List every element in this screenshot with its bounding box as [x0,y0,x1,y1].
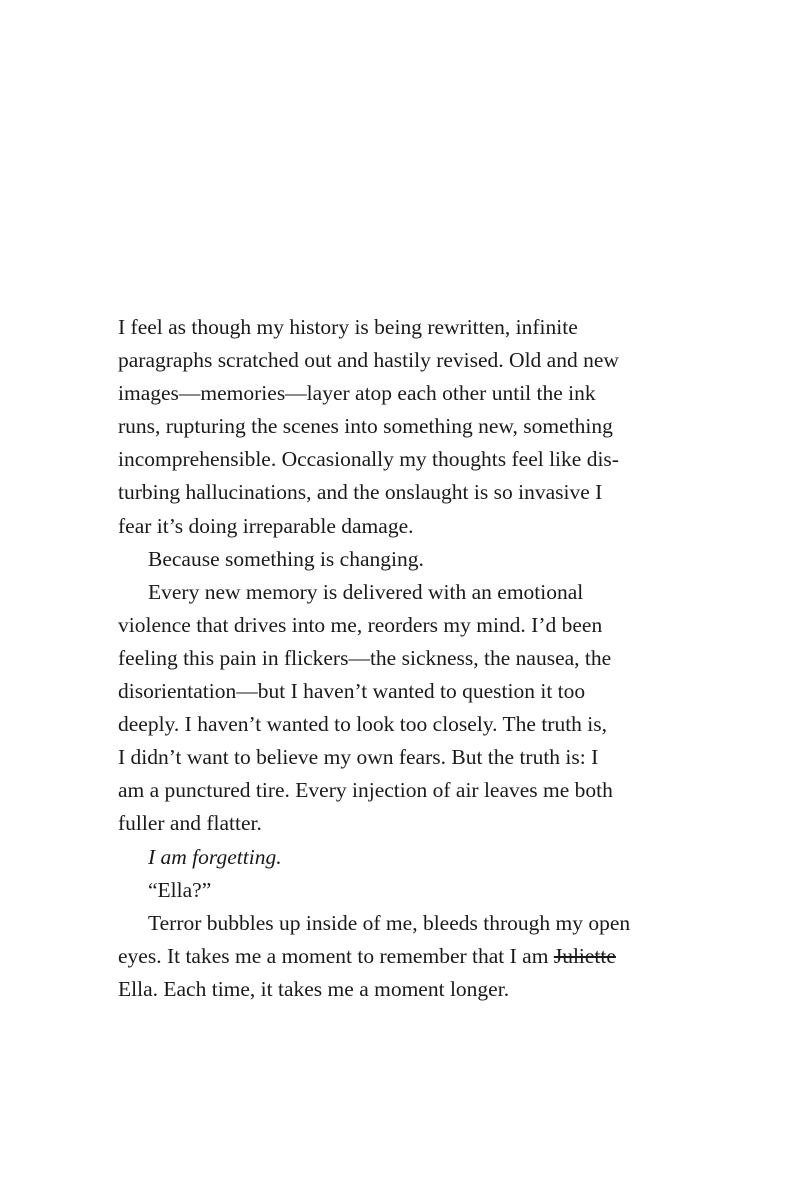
line: “Ella?” [148,877,212,902]
line: Because something is changing. [148,546,424,571]
line: I didn’t want to believe my own fears. But the truth is: I [118,745,599,770]
line: images—memories—layer atop each other until the ink [118,381,596,406]
line: deeply. I haven’t wanted to look too closely. The truth is, [118,712,608,737]
line: violence that drives into me, reorders my mind. I’d been [118,612,603,637]
line: Terror bubbles up inside of me, bleeds through my open [148,910,631,935]
line: I am forgetting. [148,844,282,869]
line: am a punctured tire. Every injection of air leaves me both [118,778,613,803]
body-text [118,311,666,1006]
line: turbing hallucinations, and the onslaught is so invasive I [118,480,603,505]
line: fuller and flatter. [118,811,262,836]
line: Every new memory is delivered with an emotional [148,579,584,604]
line: eyes. It takes me a moment to remember that I am [118,943,554,968]
paragraph-3 [118,576,666,841]
line: I feel as though my history is being rewritten, infinite [118,315,578,339]
line: feeling this pain in flickers—the sickness, the nausea, the [118,645,612,670]
paragraph-1 [118,311,666,543]
line: runs, rupturing the scenes into something new, something [118,414,613,439]
paragraph-6 [118,907,666,1006]
line: Ella. Each time, it takes me a moment longer. [118,976,510,1001]
line: paragraphs scratched out and hastily revised. Old and new [118,348,619,373]
line: incomprehensible. Occasionally my thoughts feel like dis- [118,447,619,472]
paragraph-4 [118,841,666,874]
struck-name: Juliette [553,943,616,968]
line: fear it’s doing irreparable damage. [118,513,414,538]
paragraph-5 [118,874,666,907]
paragraph-2 [118,543,666,576]
line: disorientation—but I haven’t wanted to question it too [118,679,586,704]
